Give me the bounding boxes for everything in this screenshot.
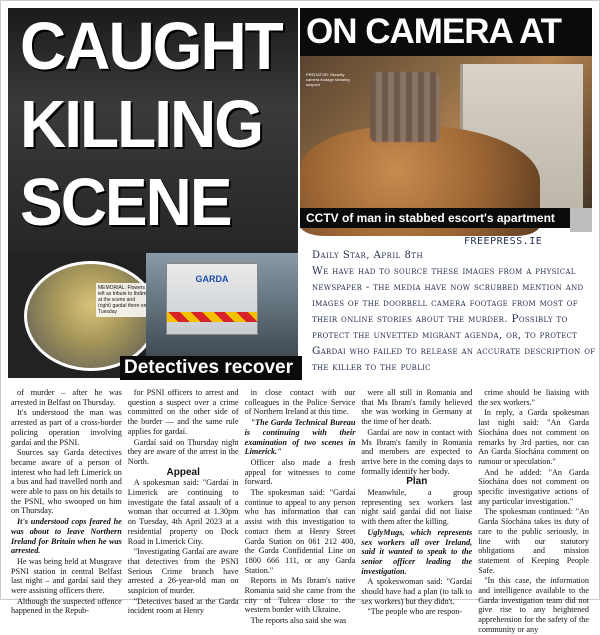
paragraph: Gardaí said on Thursday night they are aware of the arrest in the North.	[127, 437, 239, 466]
paragraph: The reports also said she was	[250, 616, 347, 626]
paragraph: "In this case, the information and intelligence available to the Garda investigation team did not give rise to any heightened apprehension for the safety of the community or any	[478, 576, 589, 634]
article-column-4	[358, 388, 475, 617]
paragraph: in close contact with our colleagues in the Police Service of Northern Ireland at this time.	[244, 388, 356, 417]
paragraph: In reply, a Garda spokesman last night said: "An Garda Síochána does not comment on remarks by 3rd parties, nor can An Garda Síochána comment on rumour or speculation."	[478, 408, 589, 466]
paragraph: were all still in Romania and that Ms Ibram's family believed she was working in Germany at the time of her death.	[361, 388, 473, 427]
paragraph: It's understood the man was arrested as part of a cross-border policing operation involving gardaí and the PSNI.	[11, 408, 122, 447]
note-body: We have had to source these images from a physical newspaper - the media have now scrubbed mention and images of the doorbell camera footage from most of their online stories about the murder. Possibly to protect the unvetted migrant agenda, or, to protect Gardai who failed to release an accurate description of the killer to the public	[312, 265, 596, 373]
paragraph: crime should be liaising with the sex workers."	[478, 388, 589, 407]
paragraph: He was being held at Musgrave PSNI station in central Belfast last night – and gardaí said they were assisting officers there.	[11, 556, 122, 596]
article-column-5	[475, 388, 592, 634]
annotation-note	[312, 236, 597, 375]
van-label: GARDA	[195, 274, 229, 284]
article-column-1	[8, 388, 125, 616]
paragraph: for PSNI officers to arrest and question a suspect over a crime committed on the other side of the border — and the same rule applies for gardaí.	[127, 388, 239, 436]
cctv-small-caption: PREDATOR: Security camera footage showing suspect	[306, 72, 350, 87]
recover-caption-bar: Detectives recover	[120, 356, 302, 380]
headline-line-1: CAUGHT	[20, 8, 282, 84]
paragraph: "The Garda Technical Bureau is continuing with their examination of two scenes in Limerick."	[244, 418, 356, 457]
subhead-plan: Plan	[406, 476, 428, 488]
paragraph: Although the suspected offence happened in the Repub-	[11, 596, 122, 616]
garda-van	[166, 263, 258, 335]
paragraph: A spokeswoman said: "Gardaí should have had a plan (to talk to sex workers) but they didn't.	[361, 577, 473, 606]
article-column-2	[125, 388, 242, 616]
paragraph: The spokesman said: "Gardaí continue to appeal to any person who has information that can assist with this investigation to contact them at Henry Street Garda Station on 061 212 400, the Garda Confidential Line on 1800 666 111, or any Garda Station."	[244, 488, 356, 575]
paragraph: Officer also made a fresh appeal for witnesses to come forward.	[244, 457, 356, 487]
headline-continued: ON CAMERA AT	[306, 12, 562, 51]
van-stripe	[167, 312, 257, 322]
paragraph: "Detectives based at the Garda incident room at Henry	[127, 596, 239, 616]
paragraph: UglyMugs, which represents sex workers all over Ireland, said it wanted to speak to the senior officer leading the investigation.	[361, 527, 473, 576]
headline-continued-banner	[300, 8, 592, 56]
paragraph: It's understood cops feared he was about to leave Northern Ireland for Britain when he was arrested.	[11, 517, 122, 556]
subhead-appeal: Appeal	[166, 466, 200, 478]
memorial-caption: MEMORIAL: Flowers left as tribute to Ibrãm at the scene and (right) gardaí there on Tuesday	[96, 283, 150, 317]
paragraph: "The people who are respon-	[367, 607, 463, 617]
paragraph: of murder – after he was arrested in Belfast on Thursday.	[11, 388, 122, 407]
paragraph: A spokesman said: "Gardaí in Limerick are continuing to investigate the fatal assault of a woman that occurred at 1.30pm on Tuesday, 4th April 2023 at a residential property on Dock Road in Limerick City.	[127, 478, 239, 546]
paragraph: And he added: "An Garda Síochána does not comment on specific investigative actions of any particular investigation."	[478, 467, 589, 506]
paragraph: Sources say Garda detectives became aware of a person of interest who had left Limerick on a bus and had travelled north and were able to pass on his details to the PSNI, who swooped on him on Thursday.	[11, 448, 122, 516]
thumbnail-image	[570, 208, 592, 232]
cctv-caption-bar: CCTV of man in stabbed escort's apartment	[300, 208, 574, 228]
paragraph: Meanwhile, a group representing sex workers last night said gardaí did not liaise with them after the killing.	[361, 488, 473, 527]
paragraph: Reports in Ms Ibram's native Romania said she came from the city of Tulcea close to the western border with Ukraine.	[244, 576, 356, 615]
headline-photo	[8, 8, 298, 253]
paragraph: Gardaí are now in contact with Ms Ibram's family in Romania and members are expected to arrive here in the coming days to formally identify her body.	[361, 427, 473, 476]
garda-van-photo	[146, 253, 298, 357]
paragraph: The spokesman continued: "An Garda Síochána takes its duty of care to the public seriously, in line with our statutory obligations and mission statement of Keeping People Safe.	[478, 507, 589, 575]
blurred-face	[370, 72, 440, 142]
article-columns	[8, 388, 592, 634]
cctv-photo	[300, 56, 592, 226]
source-label: FREEPRESS.IE	[464, 236, 543, 247]
article-column-3	[242, 388, 359, 626]
headline-line-2: KILLING	[20, 86, 262, 162]
note-date: Daily Star, April 8th	[312, 250, 424, 261]
paragraph: "Investigating Gardaí are aware that detectives from the PSNI Serious Crime branch have arrested a 26-year-old man on suspicion of murder.	[127, 547, 239, 596]
headline-line-3: SCENE	[20, 164, 231, 240]
